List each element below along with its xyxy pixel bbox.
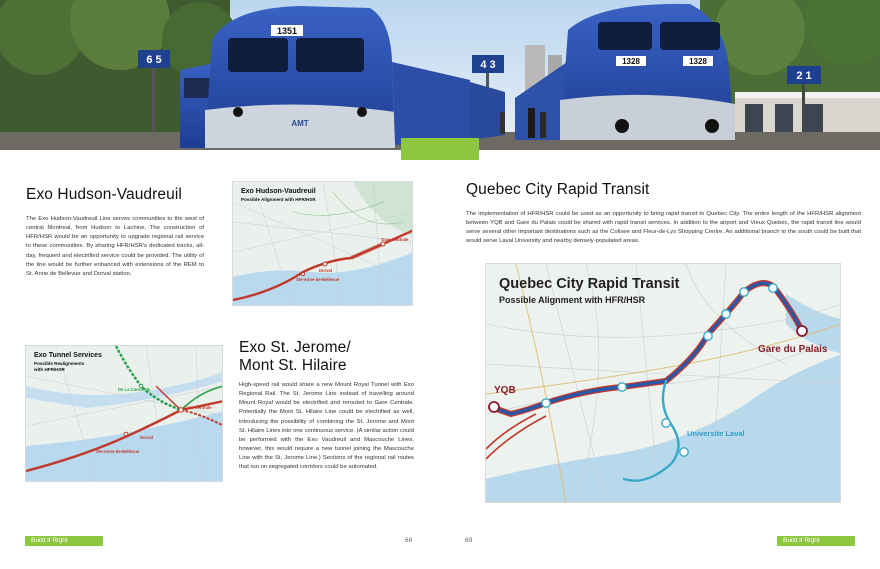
exo-tunnel-map-subtitle-2: with HFR/HSR xyxy=(34,367,65,372)
map-label-ste-anne: Ste-Anne-de-Bellevue xyxy=(296,277,340,282)
train-number-right-a: 1328 xyxy=(622,57,640,66)
exo-jerome-heading-line1: Exo St. Jerome/ xyxy=(239,339,351,356)
train-number-right-b: 1328 xyxy=(689,57,707,66)
platform-sign-right: 2 1 xyxy=(796,70,812,82)
exo-hudson-heading: Exo Hudson-Vaudreuil xyxy=(26,186,182,203)
exo-tunnel-map-subtitle-1: Possible Realignments xyxy=(34,361,85,366)
quebec-body: The implementation of HFR/HSR could be used as an opportunity to bring rapid transit to Quebec City. The entire length of the HFR/HSR alignment between YQB and Gare du Palais could be shared with rapid transit services. In addition to the airport and Vieux Quebec, the rapid transit line would serve several other important destinations such as the Colisee and Fleur-de-Lys Shopping Centre. An additional branch to the south could be built that would serve Laval University and nearby densely-populated areas. xyxy=(466,211,861,245)
train-number-left: 1351 xyxy=(276,26,298,36)
hero-photo xyxy=(0,0,880,150)
quebec-map xyxy=(485,263,841,503)
platform-sign-left: 6 5 xyxy=(146,54,162,66)
train-station-illustration xyxy=(0,0,880,150)
footer-label-right: Build it Right xyxy=(777,536,855,546)
map-label-dorval: Dorval xyxy=(319,268,333,273)
exo-jerome-heading-line2: Mont St. Hilaire xyxy=(239,356,347,374)
map-label-gare-centrale: Gare Centrale xyxy=(381,237,409,242)
quebec-map-subtitle: Possible Alignment with HFR/HSR xyxy=(499,295,646,305)
exo-tunnel-map xyxy=(25,345,223,482)
section-tab xyxy=(401,138,479,160)
map-label-yqb: YQB xyxy=(494,385,516,396)
brand-mark: AMT xyxy=(291,119,309,128)
platform-sign-middle: 4 3 xyxy=(480,59,496,71)
exo-hudson-map xyxy=(232,181,413,306)
footer-label-left: Build it Right xyxy=(25,536,103,546)
quebec-heading: Quebec City Rapid Transit xyxy=(466,181,650,198)
page-number-right: 69 xyxy=(465,537,473,544)
exo-jerome-body: High-speed rail would share a new Mount Royal Tunnel with Exo Regional Rail. The St. Jerome Line instead of travelling around Mount Royal would be electrified and rerouted to Gare Centrale. Potentially the Mont St. Hilaire Line could be electrified as well, introducing the possibility of combining the St. Jerome and Mont St. Hilaire Lines into one continuous service. (A similar action could be performed with the Exo Vaudreuil and Mascouche Lines, however, this would require a new tunnel joining the Mascouche Line with the St. Jerome Line.) Sections of the regional rail routes that run on segregated corridors could be automated. xyxy=(239,382,414,471)
exo-jerome-heading xyxy=(239,339,351,375)
map-label-gare-du-palais: Gare du Palais xyxy=(758,344,828,355)
map-label-dorval-2: Dorval xyxy=(140,435,154,440)
page-number-left: 68 xyxy=(405,537,413,544)
exo-hudson-body: The Exo Hudson-Vaudreuil Line serves communities to the west of central Montreal, from Hudson to Lachine. The construction of HFR/HSR would be an opportunity to upgrade regional rail service to these communities. By sharing HFR/HSR's dedicated tracks, all-day, frequent and electrified service could be provided. The utility of the line would be further enhanced with extensions of the REM to St. Anne de Bellevue and Dorval station. xyxy=(26,216,204,277)
map-label-de-la-concorde: De La Concorde xyxy=(118,387,151,392)
map-label-gare-centrale-2: Gare Centrale xyxy=(184,405,212,410)
exo-tunnel-map-title: Exo Tunnel Services xyxy=(34,352,102,359)
quebec-map-title: Quebec City Rapid Transit xyxy=(499,276,680,292)
map-label-ste-anne-2: Ste-Anne-de-Bellevue xyxy=(96,449,140,454)
exo-hudson-map-subtitle: Possible Alignment with HFR/HSR xyxy=(241,197,316,202)
map-label-universite-laval: Universite Laval xyxy=(687,429,745,438)
exo-hudson-map-title: Exo Hudson-Vaudreuil xyxy=(241,188,316,195)
